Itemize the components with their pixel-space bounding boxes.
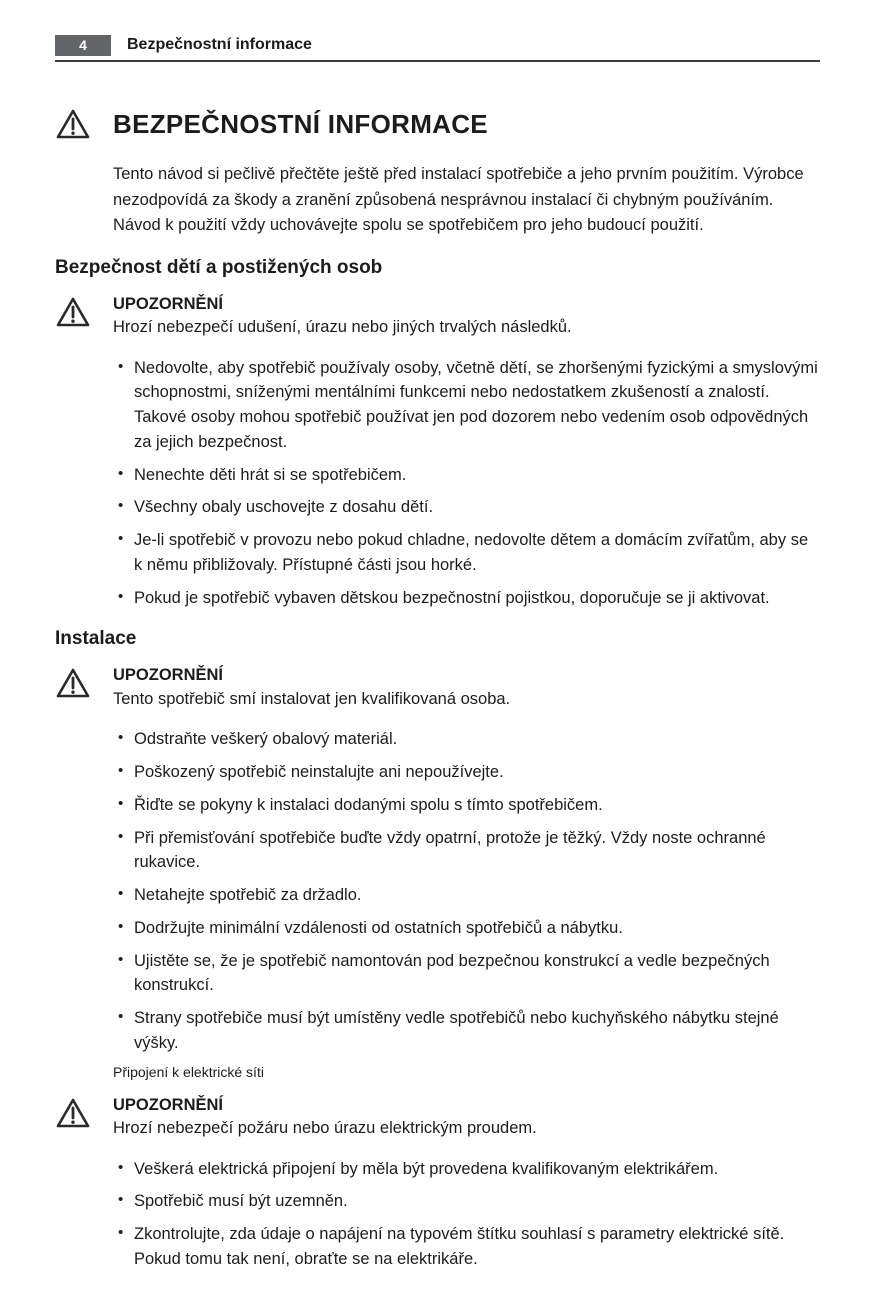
bullet-list-electrical: [113, 1157, 820, 1272]
list-item: [113, 1222, 820, 1272]
list-item-text: Nenechte děti hrát si se spotřebičem.: [134, 465, 407, 484]
list-item: [113, 883, 820, 908]
bullet-dot: •: [118, 464, 124, 482]
warning-block: [55, 293, 820, 340]
page-number: 4: [79, 37, 87, 53]
list-item: [113, 528, 820, 578]
intro-paragraph: Tento návod si pečlivě přečtěte ještě před instalací spotřebiče a jeho prvním použitím. Výrobce nezodpovídá za škody a zranění způsobená nesprávnou instalací či chybným používáním. Návod k použití vždy uchovávejte spolu se spotřebičem pro jeho budoucí použití.: [113, 165, 804, 235]
warning-text: Hrozí nebezpečí požáru nebo úrazu elektrickým proudem.: [113, 1118, 537, 1137]
bullet-dot: •: [118, 885, 124, 903]
list-item-text: Veškerá elektrická připojení by měla být provedena kvalifikovaným elektrikářem.: [134, 1159, 719, 1178]
list-item-text: Řiďte se pokyny k instalaci dodanými spolu s tímto spotřebičem.: [134, 795, 603, 814]
warning-content: [113, 664, 510, 711]
warning-triangle-icon: [55, 108, 91, 140]
list-item-text: Strany spotřebiče musí být umístěny vedle spotřebičů nebo kuchyňského nábytku stejné výšky.: [134, 1009, 779, 1052]
bullet-dot: •: [118, 1191, 124, 1209]
list-item: [113, 586, 820, 611]
list-item-text: Všechny obaly uschovejte z dosahu dětí.: [134, 498, 434, 517]
list-item: [113, 760, 820, 785]
list-item: [113, 949, 820, 999]
bullet-dot: •: [118, 530, 124, 548]
list-item-text: Dodržujte minimální vzdálenosti od ostatních spotřebičů a nábytku.: [134, 918, 623, 937]
subsection-label-electrical-connection: Připojení k elektrické síti: [113, 1063, 264, 1080]
bullet-dot: •: [118, 587, 124, 605]
list-item-text: Nedovolte, aby spotřebič používaly osoby, včetně dětí, se zhoršenými fyzickými a smyslovými schopnostmi, sníženými mentálními funkcemi nebo nedostatkem zkušeností a znalostí. Takové osoby mohou spotřebič používat jen pod dozorem nebo vedením osob odpovědných za jejich bezpečnost.: [134, 358, 818, 451]
list-item: [113, 495, 820, 520]
list-item-text: Při přemisťování spotřebiče buďte vždy opatrní, protože je těžký. Vždy noste ochranné rukavice.: [134, 828, 766, 872]
header-divider: [55, 60, 820, 62]
list-item-text: Ujistěte se, že je spotřebič namontován pod bezpečnou konstrukcí a vedle bezpečných konstrukcí.: [134, 951, 770, 995]
list-item: [113, 793, 820, 818]
list-item-text: Odstraňte veškerý obalový materiál.: [134, 730, 398, 749]
warning-content: [113, 293, 572, 340]
page-number-badge: [55, 35, 111, 56]
warning-triangle-icon: [55, 1094, 113, 1141]
warning-block: [55, 664, 820, 711]
bullet-dot: •: [118, 762, 124, 780]
title-row: [55, 108, 820, 140]
bullet-dot: •: [118, 794, 124, 812]
bullet-dot: •: [118, 917, 124, 935]
list-item-text: Pokud je spotřebič vybaven dětskou bezpečnostní pojistkou, doporučuje se ji aktivovat.: [134, 588, 770, 607]
warning-content: [113, 1094, 537, 1141]
warning-text: Tento spotřebič smí instalovat jen kvalifikovaná osoba.: [113, 689, 511, 708]
warning-triangle-icon: [55, 293, 113, 340]
list-item: [113, 1006, 820, 1056]
warning-label: UPOZORNĚNÍ: [113, 294, 224, 313]
list-item-text: Je-li spotřebič v provozu nebo pokud chladne, nedovolte dětem a domácím zvířatům, aby se k němu přibližovaly. Přístupné části jsou horké.: [134, 531, 809, 574]
bullet-dot: •: [118, 1158, 124, 1176]
bullet-dot: •: [118, 497, 124, 515]
list-item: [113, 727, 820, 752]
bullet-dot: •: [118, 827, 124, 845]
section-heading-installation: Instalace: [55, 628, 137, 650]
list-item: [113, 1189, 820, 1214]
bullet-dot: •: [118, 1224, 124, 1242]
warning-block: [55, 1094, 820, 1141]
warning-label: UPOZORNĚNÍ: [113, 666, 224, 685]
bullet-dot: •: [118, 357, 124, 375]
list-item-text: Zkontrolujte, zda údaje o napájení na typovém štítku souhlasí s parametry elektrické sítě. Pokud tomu tak není, obraťte se na elektrikáře.: [134, 1225, 785, 1268]
warning-label: UPOZORNĚNÍ: [113, 1095, 224, 1114]
page-header: [55, 34, 820, 56]
list-item-text: Spotřebič musí být uzemněn.: [134, 1192, 348, 1211]
section-heading-children-safety: Bezpečnost dětí a postižených osob: [55, 256, 383, 278]
bullet-list-installation: [113, 727, 820, 1055]
warning-text: Hrozí nebezpečí udušení, úrazu nebo jiných trvalých následků.: [113, 317, 572, 336]
bullet-dot: •: [118, 729, 124, 747]
list-item: [113, 463, 820, 488]
bullet-list-children-safety: [113, 356, 820, 611]
list-item: [113, 916, 820, 941]
bullet-dot: •: [118, 1008, 124, 1026]
list-item-text: Poškozený spotřebič neinstalujte ani nepoužívejte.: [134, 763, 504, 782]
header-title: Bezpečnostní informace: [127, 36, 312, 53]
warning-triangle-icon: [55, 664, 113, 711]
list-item: [113, 356, 820, 455]
list-item: [113, 1157, 820, 1182]
bullet-dot: •: [118, 950, 124, 968]
page-title: BEZPEČNOSTNÍ INFORMACE: [113, 108, 488, 139]
list-item-text: Netahejte spotřebič za držadlo.: [134, 886, 362, 905]
list-item: [113, 826, 820, 876]
